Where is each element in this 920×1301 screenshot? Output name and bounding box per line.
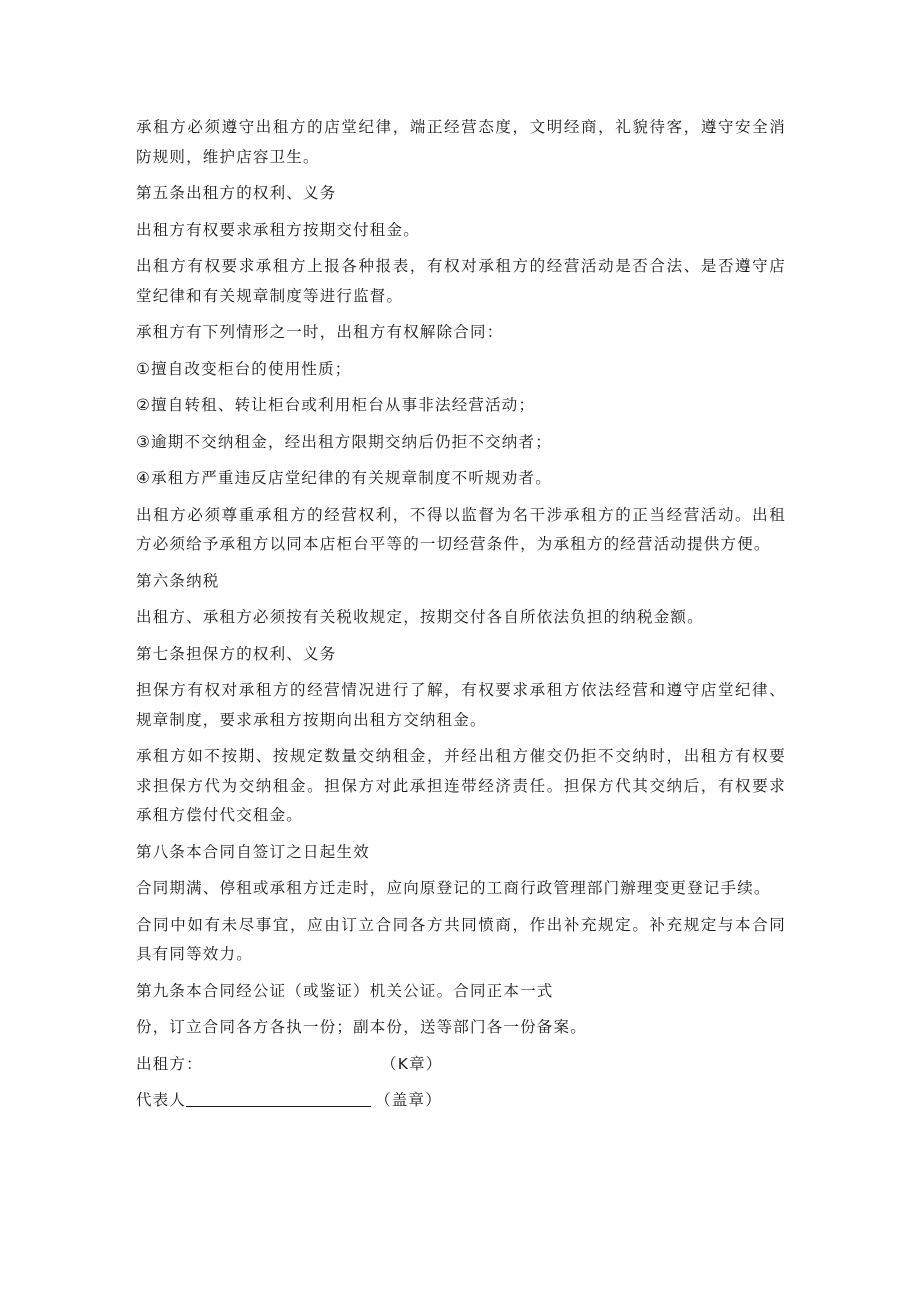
signature-blank xyxy=(186,1088,371,1107)
list-item: ①擅自改变柜台的使用性质； xyxy=(136,359,352,378)
lessor-label: 出租方： xyxy=(136,1054,203,1073)
paragraph: 份，订立合同各方各执一份；副本份，送等部门各一份备案。 xyxy=(136,1018,587,1036)
paragraph: 承租方有下列情形之一时，出租方有权解除合同： xyxy=(136,323,504,341)
paragraph: 出租方、承租方必须按有关税收规定，按期交付各自所依法负担的纳税金额。 xyxy=(136,608,704,626)
lessor-seal: （K章） xyxy=(381,1054,443,1073)
paragraph: 合同中如有未尽事宜，应由订立合同各方共同愤商，作出补充规定。补充规定与本合同具有同等效力。 xyxy=(136,915,786,963)
signature-representative-line xyxy=(136,1086,786,1123)
list-item: ③逾期不交纳租金，经出租方限期交纳后仍拒不交纳者； xyxy=(136,432,552,451)
document-body xyxy=(136,113,786,1123)
representative-label: 代表人 xyxy=(136,1091,187,1109)
paragraph: 担保方有权对承租方的经营情况进行了解，有权要求承租方依法经营和遵守店堂纪律、规章制度，要求承租方按期向出租方交纳租金。 xyxy=(136,681,786,729)
section-heading: 第六条纳税 xyxy=(136,571,220,590)
list-item: ②擅自转租、转让柜台或利用柜台从事非法经营活动； xyxy=(136,396,536,414)
list-item: ④承租方严重违反店堂纪律的有关规章制度不听规劝者。 xyxy=(136,469,552,487)
section-heading: 第七条担保方的权利、义务 xyxy=(136,644,337,663)
section-heading: 第九条本合同经公证（或鉴证）机关公证。合同正本一式 xyxy=(136,981,554,1000)
section-heading: 第八条本合同自签订之日起生效 xyxy=(136,842,370,861)
paragraph: 承租方必须遵守出租方的店堂纪律，端正经营态度，文明经商，礼貌待客，遵守安全消防规则，维护店容卫生。 xyxy=(136,118,786,166)
paragraph: 出租方有权要求承租方上报各种报表，有权对承租方的经营活动是否合法、是否遵守店堂纪律和有关规章制度等进行监督。 xyxy=(136,257,786,305)
section-heading: 第五条出租方的权利、义务 xyxy=(136,184,337,202)
paragraph: 出租方必须尊重承租方的经营权利，不得以监督为名干涉承租方的正当经营活动。出租方必须给予承租方以同本店柜台平等的一切经营条件，为承租方的经营活动提供方便。 xyxy=(136,505,786,553)
representative-seal: （盖章） xyxy=(375,1091,442,1109)
signature-lessor-line xyxy=(136,1050,786,1087)
paragraph: 出租方有权要求承租方按期交付租金。 xyxy=(136,220,420,239)
paragraph: 承租方如不按期、按规定数量交纳租金，并经出租方催交仍拒不交纳时，出租方有权要求担保方代为交纳租金。担保方对此承担连带经济责任。担保方代其交纳后，有权要求承租方偿付代交租金。 xyxy=(136,747,786,824)
paragraph: 合同期满、停租或承租方迁走时，应向原登记的工商行政管理部门辦理变更登记手续。 xyxy=(136,879,771,897)
